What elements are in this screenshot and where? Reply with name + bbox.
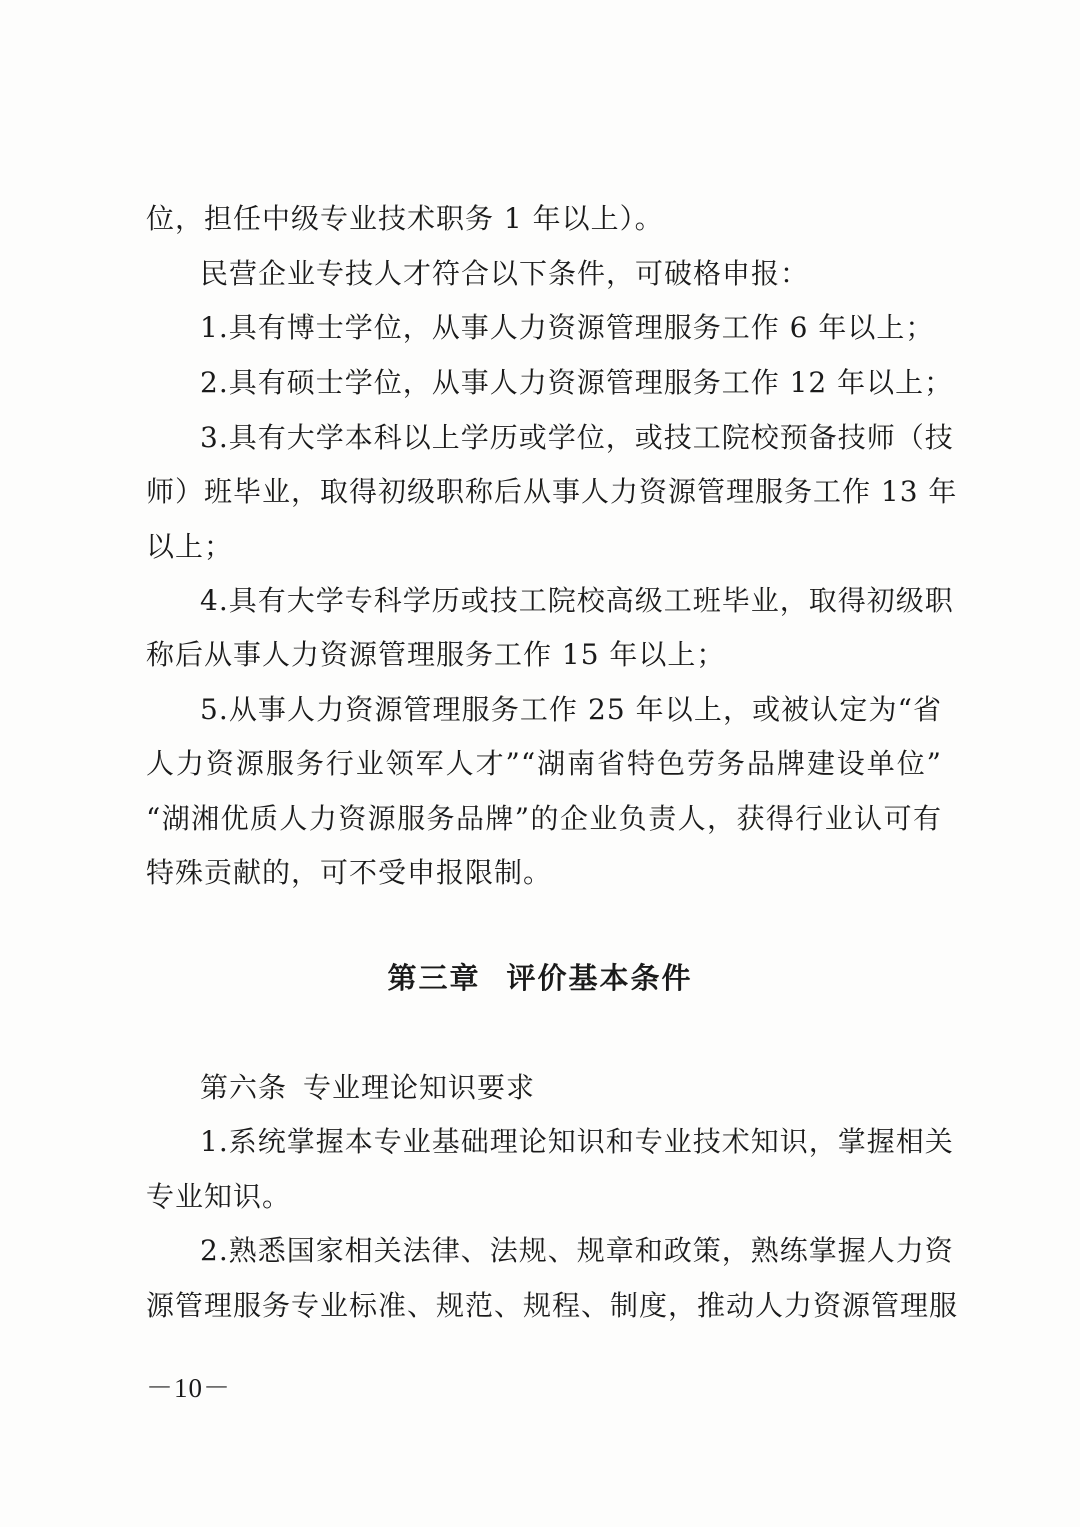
text-line: 民营企业专技人才符合以下条件，可破格申报： [200, 257, 810, 290]
text-line: 位，担任中级专业技术职务 1 年以上）。 [146, 202, 664, 235]
text-line: 2.具有硕士学位，从事人力资源管理服务工作 12 年以上； [200, 366, 954, 399]
text-line: 人力资源服务行业领军人才”“湖南省特色劳务品牌建设单位” [146, 747, 942, 780]
text-line: 以上； [146, 530, 234, 563]
text-line: 1.具有博士学位，从事人力资源管理服务工作 6 年以上； [200, 311, 935, 344]
text-line: 师）班毕业，取得初级职称后从事人力资源管理服务工作 13 年 [146, 475, 958, 508]
text-line: 1.系统掌握本专业基础理论知识和专业技术知识，掌握相关 [200, 1125, 954, 1158]
chapter-number: 第三章 [387, 961, 481, 995]
section-heading [200, 1060, 535, 1116]
text-line: 5.从事人力资源管理服务工作 25 年以上，或被认定为“省 [200, 693, 942, 726]
section-title: 专业理论知识要求 [303, 1071, 536, 1104]
text-line: 专业知识。 [146, 1180, 292, 1213]
text-line: 4.具有大学专科学历或技工院校高级工班毕业，取得初级职 [200, 584, 954, 617]
chapter-heading [0, 950, 1080, 1006]
text-line: 特殊贡献的，可不受申报限制。 [146, 856, 553, 889]
section-number: 第六条 [200, 1071, 288, 1104]
text-line: 3.具有大学本科以上学历或学位，或技工院校预备技师（技 [200, 421, 954, 454]
page-number: －10－ [146, 1373, 231, 1403]
text-line: 称后从事人力资源管理服务工作 15 年以上； [146, 638, 726, 671]
chapter-title: 评价基本条件 [506, 961, 693, 995]
text-line: 2.熟悉国家相关法律、法规、规章和政策，熟练掌握人力资 [200, 1234, 954, 1267]
text-line: 源管理服务专业标准、规范、规程、制度，推动人力资源管理服 [146, 1289, 959, 1322]
text-line: “湖湘优质人力资源服务品牌”的企业负责人，获得行业认可有 [146, 802, 942, 835]
